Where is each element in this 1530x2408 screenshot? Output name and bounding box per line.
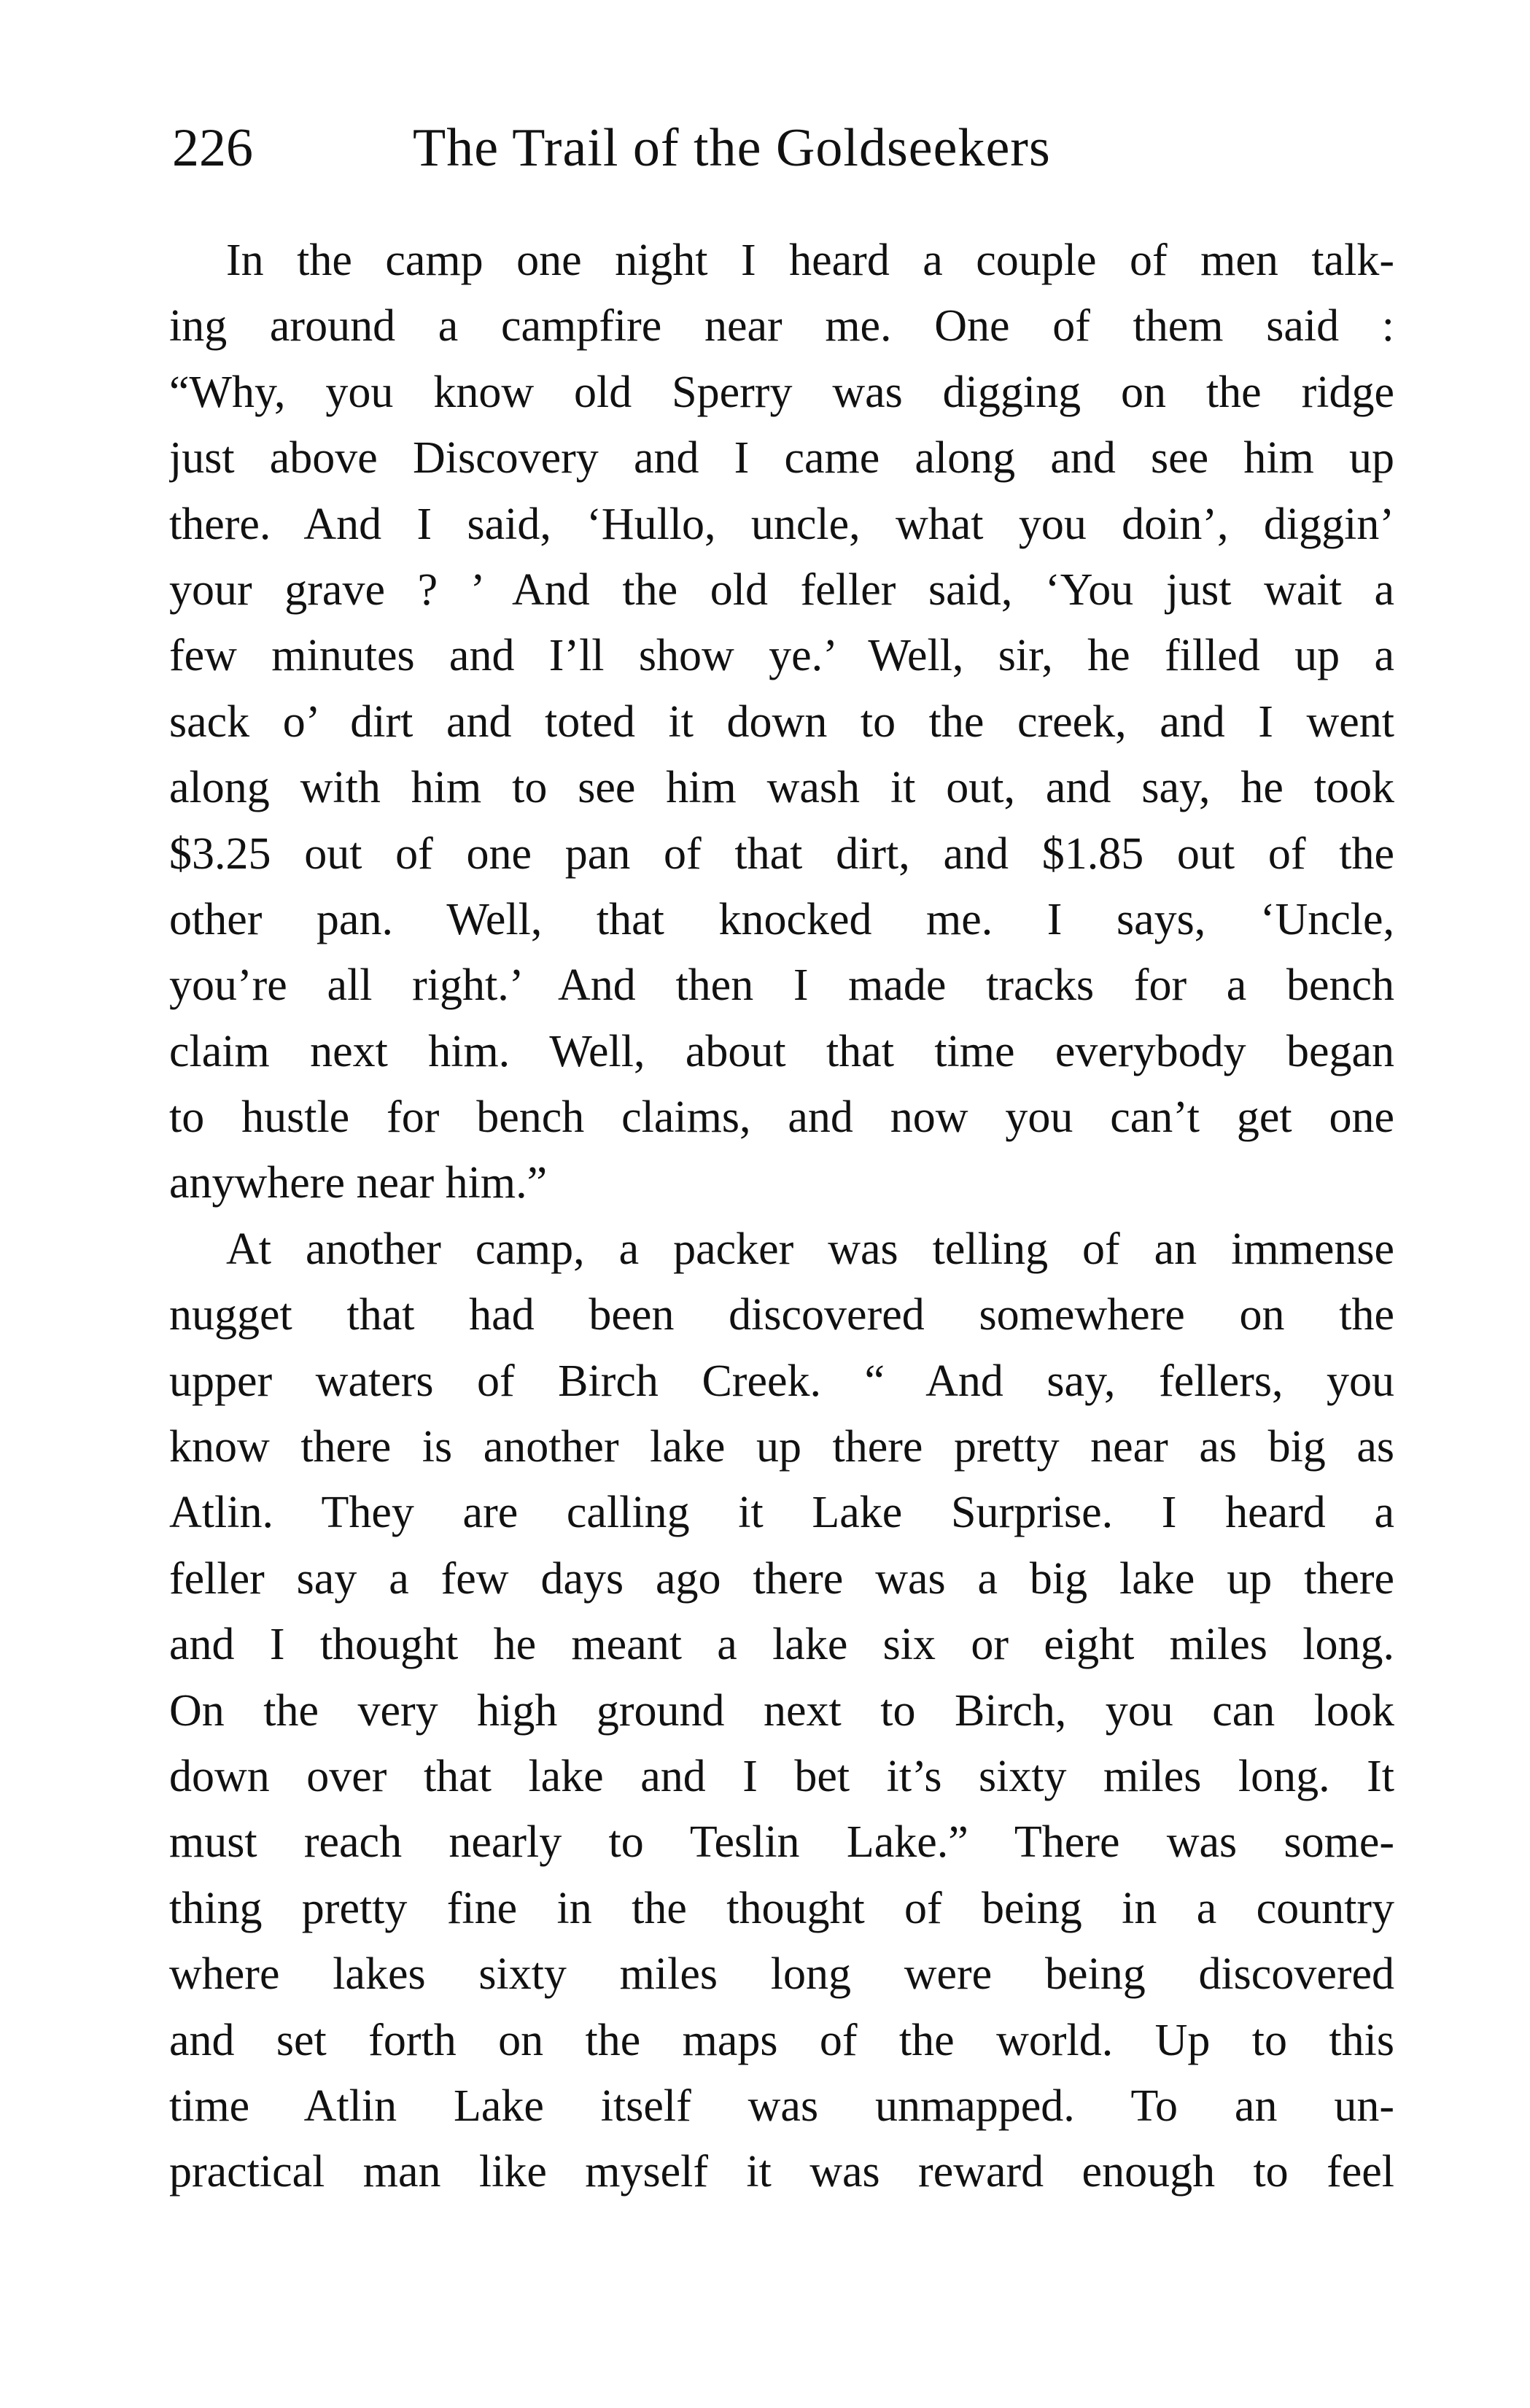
text-line: Atlin. They are calling it Lake Surprise. I heard a <box>169 1488 1394 1538</box>
text-line: feller say a few days ago there was a big lake up there <box>169 1553 1394 1604</box>
paragraph-2 <box>169 1216 1394 2205</box>
text-line: your grave ? ’ And the old feller said, ‘You just wait a <box>169 564 1394 615</box>
text-line: In the camp one night I heard a couple of men talk- <box>226 236 1394 285</box>
paragraph-1 <box>169 228 1394 1216</box>
text-line: there. And I said, ‘Hullo, uncle, what you doin’, diggin’ <box>169 499 1394 549</box>
text-line: other pan. Well, that knocked me. I says, ‘Uncle, <box>169 894 1394 944</box>
text-line: thing pretty fine in the thought of being in a country <box>169 1883 1394 1933</box>
text-line: time Atlin Lake itself was unmapped. To an un- <box>169 2081 1394 2131</box>
page-number: 226 <box>172 118 253 178</box>
text-line: anywhere near him.” <box>169 1158 548 1208</box>
text-line: where lakes sixty miles long were being discovered <box>169 1949 1394 2000</box>
text-line: and set forth on the maps of the world. Up to this <box>169 2015 1394 2065</box>
text-line: ing around a campfire near me. One of them said : <box>169 301 1394 352</box>
text-line: “Why, you know old Sperry was digging on the ridge <box>169 367 1394 417</box>
text-line: few minutes and I’ll show ye.’ Well, sir, he filled up a <box>169 631 1394 681</box>
text-line: $3.25 out of one pan of that dirt, and $1.85 out of the <box>169 828 1394 879</box>
text-line: On the very high ground next to Birch, you can look <box>169 1685 1394 1736</box>
text-line: to hustle for bench claims, and now you can’t get one <box>169 1092 1394 1143</box>
text-line: claim next him. Well, about that time everybody began <box>169 1026 1394 1076</box>
text-line: nugget that had been discovered somewhere on the <box>169 1290 1394 1340</box>
text-line: and I thought he meant a lake six or eight miles long. <box>169 1620 1394 1670</box>
text-line: just above Discovery and I came along and see him up <box>169 433 1394 483</box>
text-line: upper waters of Birch Creek. “ And say, fellers, you <box>169 1356 1394 1406</box>
body-text <box>169 228 1394 2205</box>
page-header <box>172 108 1397 188</box>
text-line: know there is another lake up there pretty near as big as <box>169 1422 1394 1472</box>
text-line: must reach nearly to Teslin Lake.” There was some- <box>169 1817 1394 1868</box>
text-line: At another camp, a packer was telling of an immense <box>226 1224 1394 1274</box>
text-line: practical man like myself it was reward enough to feel <box>169 2147 1394 2197</box>
running-title: The Trail of the Goldseekers <box>413 118 1051 178</box>
text-line: sack o’ dirt and toted it down to the creek, and I went <box>169 696 1394 747</box>
text-line: down over that lake and I bet it’s sixty miles long. It <box>169 1751 1394 1801</box>
text-line: along with him to see him wash it out, and say, he took <box>169 763 1394 813</box>
text-line: you’re all right.’ And then I made tracks for a bench <box>169 960 1394 1011</box>
